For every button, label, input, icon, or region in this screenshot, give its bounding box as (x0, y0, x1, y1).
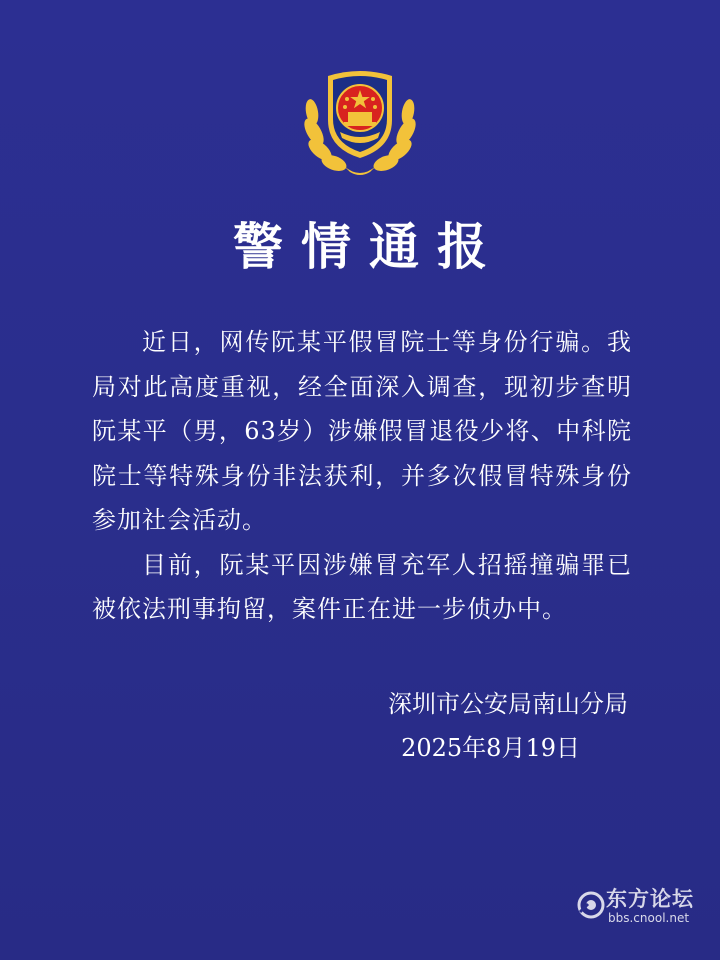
issuer-name: 深圳市公安局南山分局 (388, 690, 628, 718)
watermark-url: bbs.cnool.net (608, 911, 690, 925)
notice-paragraph-1: 近日，网传阮某平假冒院士等身份行骗。我局对此高度重视，经全面深入调查，现初步查明阮某平（男，63岁）涉嫌假冒退役少将、中科院院士等特殊身份非法获利，并多次假冒特殊身份参加社会活动。 (92, 328, 632, 534)
notice-paragraph-2: 目前，阮某平因涉嫌冒充军人招摇撞骗罪已被依法刑事拘留，案件正在进一步侦办中。 (92, 550, 632, 623)
watermark-name: 东方论坛 (606, 887, 694, 911)
notice-signature (388, 682, 628, 770)
notice-body (92, 320, 632, 632)
police-emblem-icon (300, 62, 420, 182)
notice-title: 警情通报 (233, 218, 505, 276)
forum-watermark (576, 886, 706, 934)
issue-date: 2025年8月19日 (401, 734, 580, 762)
eastday-logo-icon (576, 890, 606, 920)
